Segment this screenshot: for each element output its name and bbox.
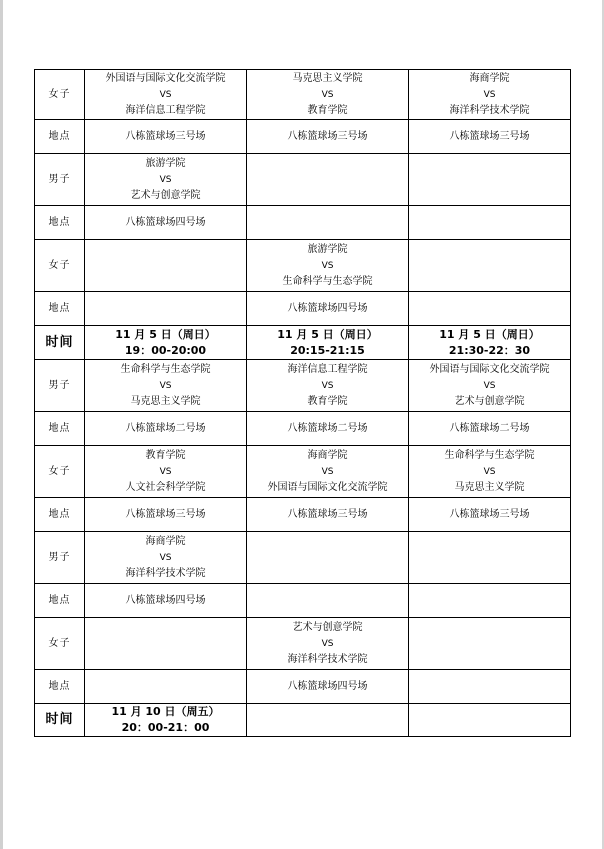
row-label: 男子 bbox=[35, 360, 85, 412]
venue-cell: 八栋篮球场四号场 bbox=[85, 584, 247, 618]
table-row bbox=[35, 532, 571, 584]
venue-cell: 八栋篮球场三号场 bbox=[247, 120, 409, 154]
table-row bbox=[35, 240, 571, 292]
matchup-cell bbox=[409, 360, 571, 412]
empty-cell bbox=[247, 154, 409, 206]
team-a: 旅游学院 bbox=[145, 157, 186, 169]
versus-label: VS bbox=[159, 89, 172, 100]
team-a: 生命科学与生态学院 bbox=[444, 449, 535, 461]
venue-cell: 八栋篮球场二号场 bbox=[247, 412, 409, 446]
venue-cell: 八栋篮球场四号场 bbox=[247, 670, 409, 704]
empty-cell bbox=[409, 704, 571, 737]
team-b: 海洋信息工程学院 bbox=[125, 104, 206, 116]
match-date: 11 月 5 日（周日） bbox=[439, 327, 540, 341]
versus-label: VS bbox=[159, 380, 172, 391]
venue-cell: 八栋篮球场四号场 bbox=[247, 292, 409, 326]
team-b: 马克思主义学院 bbox=[454, 481, 525, 493]
versus-label: VS bbox=[483, 380, 496, 391]
team-b: 艺术与创意学院 bbox=[454, 395, 525, 407]
team-a: 外国语与国际文化交流学院 bbox=[429, 363, 550, 375]
empty-cell bbox=[409, 154, 571, 206]
empty-cell bbox=[409, 532, 571, 584]
team-b: 教育学院 bbox=[307, 104, 348, 116]
venue-cell: 八栋篮球场二号场 bbox=[85, 412, 247, 446]
match-date: 11 月 5 日（周日） bbox=[115, 327, 216, 341]
row-label: 地点 bbox=[35, 584, 85, 618]
versus-label: VS bbox=[321, 466, 334, 477]
team-a: 生命科学与生态学院 bbox=[120, 363, 211, 375]
empty-cell bbox=[409, 618, 571, 670]
team-b: 海洋科学技术学院 bbox=[125, 567, 206, 579]
row-label: 地点 bbox=[35, 120, 85, 154]
team-a: 马克思主义学院 bbox=[292, 72, 363, 84]
team-b: 外国语与国际文化交流学院 bbox=[267, 481, 388, 493]
table-row bbox=[35, 70, 571, 120]
versus-label: VS bbox=[483, 466, 496, 477]
venue-cell: 八栋篮球场四号场 bbox=[85, 206, 247, 240]
matchup-cell bbox=[85, 532, 247, 584]
empty-cell bbox=[409, 670, 571, 704]
row-label: 时间 bbox=[35, 704, 85, 737]
match-date: 11 月 5 日（周日） bbox=[277, 327, 378, 341]
empty-cell bbox=[409, 206, 571, 240]
empty-cell bbox=[85, 292, 247, 326]
match-schedule-table bbox=[34, 69, 571, 737]
empty-cell bbox=[247, 584, 409, 618]
time-cell bbox=[85, 704, 247, 737]
row-label: 地点 bbox=[35, 292, 85, 326]
table-row bbox=[35, 206, 571, 240]
match-time-range: 20:15-21:15 bbox=[290, 343, 365, 357]
venue-cell: 八栋篮球场二号场 bbox=[409, 412, 571, 446]
matchup-cell bbox=[247, 240, 409, 292]
matchup-cell bbox=[85, 360, 247, 412]
table-row bbox=[35, 584, 571, 618]
versus-label: VS bbox=[321, 260, 334, 271]
versus-label: VS bbox=[483, 89, 496, 100]
team-b: 教育学院 bbox=[307, 395, 348, 407]
versus-label: VS bbox=[321, 638, 334, 649]
table-row bbox=[35, 498, 571, 532]
team-a: 艺术与创意学院 bbox=[292, 621, 363, 633]
matchup-cell bbox=[85, 70, 247, 120]
row-label: 女子 bbox=[35, 240, 85, 292]
table-row bbox=[35, 618, 571, 670]
table-row bbox=[35, 360, 571, 412]
row-label: 女子 bbox=[35, 618, 85, 670]
table-row bbox=[35, 446, 571, 498]
time-cell bbox=[85, 326, 247, 360]
versus-label: VS bbox=[159, 466, 172, 477]
matchup-cell bbox=[247, 446, 409, 498]
match-time-range: 21:30-22：30 bbox=[448, 343, 531, 357]
row-label: 男子 bbox=[35, 532, 85, 584]
table-row bbox=[35, 670, 571, 704]
team-b: 人文社会科学学院 bbox=[125, 481, 206, 493]
row-label: 女子 bbox=[35, 446, 85, 498]
matchup-cell bbox=[85, 446, 247, 498]
matchup-cell bbox=[247, 618, 409, 670]
empty-cell bbox=[247, 206, 409, 240]
team-a: 海商学院 bbox=[307, 449, 348, 461]
matchup-cell bbox=[247, 70, 409, 120]
team-a: 海洋信息工程学院 bbox=[287, 363, 368, 375]
row-label: 地点 bbox=[35, 670, 85, 704]
time-row bbox=[35, 326, 571, 360]
matchup-cell bbox=[247, 360, 409, 412]
time-cell bbox=[409, 326, 571, 360]
empty-cell bbox=[409, 584, 571, 618]
page-edge-left bbox=[0, 0, 3, 849]
venue-cell: 八栋篮球场三号场 bbox=[247, 498, 409, 532]
matchup-cell bbox=[409, 70, 571, 120]
row-label: 地点 bbox=[35, 498, 85, 532]
versus-label: VS bbox=[321, 380, 334, 391]
match-time-range: 20：00-21：00 bbox=[121, 721, 210, 734]
venue-cell: 八栋篮球场三号场 bbox=[85, 120, 247, 154]
empty-cell bbox=[85, 240, 247, 292]
venue-cell: 八栋篮球场三号场 bbox=[85, 498, 247, 532]
venue-cell: 八栋篮球场三号场 bbox=[409, 120, 571, 154]
row-label: 地点 bbox=[35, 206, 85, 240]
row-label: 地点 bbox=[35, 412, 85, 446]
match-date: 11 月 10 日（周五） bbox=[111, 705, 220, 718]
empty-cell bbox=[409, 240, 571, 292]
team-a: 海商学院 bbox=[469, 72, 510, 84]
match-time-range: 19：00-20:00 bbox=[124, 343, 207, 357]
team-b: 海洋科学技术学院 bbox=[449, 104, 530, 116]
time-row bbox=[35, 704, 571, 737]
empty-cell bbox=[409, 292, 571, 326]
team-b: 艺术与创意学院 bbox=[130, 189, 201, 201]
team-a: 旅游学院 bbox=[307, 243, 348, 255]
venue-cell: 八栋篮球场三号场 bbox=[409, 498, 571, 532]
versus-label: VS bbox=[321, 89, 334, 100]
versus-label: VS bbox=[159, 552, 172, 563]
matchup-cell bbox=[85, 154, 247, 206]
team-a: 海商学院 bbox=[145, 535, 186, 547]
table-row bbox=[35, 292, 571, 326]
team-a: 外国语与国际文化交流学院 bbox=[105, 72, 226, 84]
time-cell bbox=[247, 326, 409, 360]
table-row bbox=[35, 120, 571, 154]
table-row bbox=[35, 412, 571, 446]
row-label: 女子 bbox=[35, 70, 85, 120]
row-label: 男子 bbox=[35, 154, 85, 206]
team-a: 教育学院 bbox=[145, 449, 186, 461]
empty-cell bbox=[247, 704, 409, 737]
team-b: 生命科学与生态学院 bbox=[282, 275, 373, 287]
matchup-cell bbox=[409, 446, 571, 498]
team-b: 海洋科学技术学院 bbox=[287, 653, 368, 665]
empty-cell bbox=[247, 532, 409, 584]
team-b: 马克思主义学院 bbox=[130, 395, 201, 407]
empty-cell bbox=[85, 618, 247, 670]
empty-cell bbox=[85, 670, 247, 704]
versus-label: VS bbox=[159, 174, 172, 185]
table-row bbox=[35, 154, 571, 206]
row-label: 时间 bbox=[35, 326, 85, 360]
